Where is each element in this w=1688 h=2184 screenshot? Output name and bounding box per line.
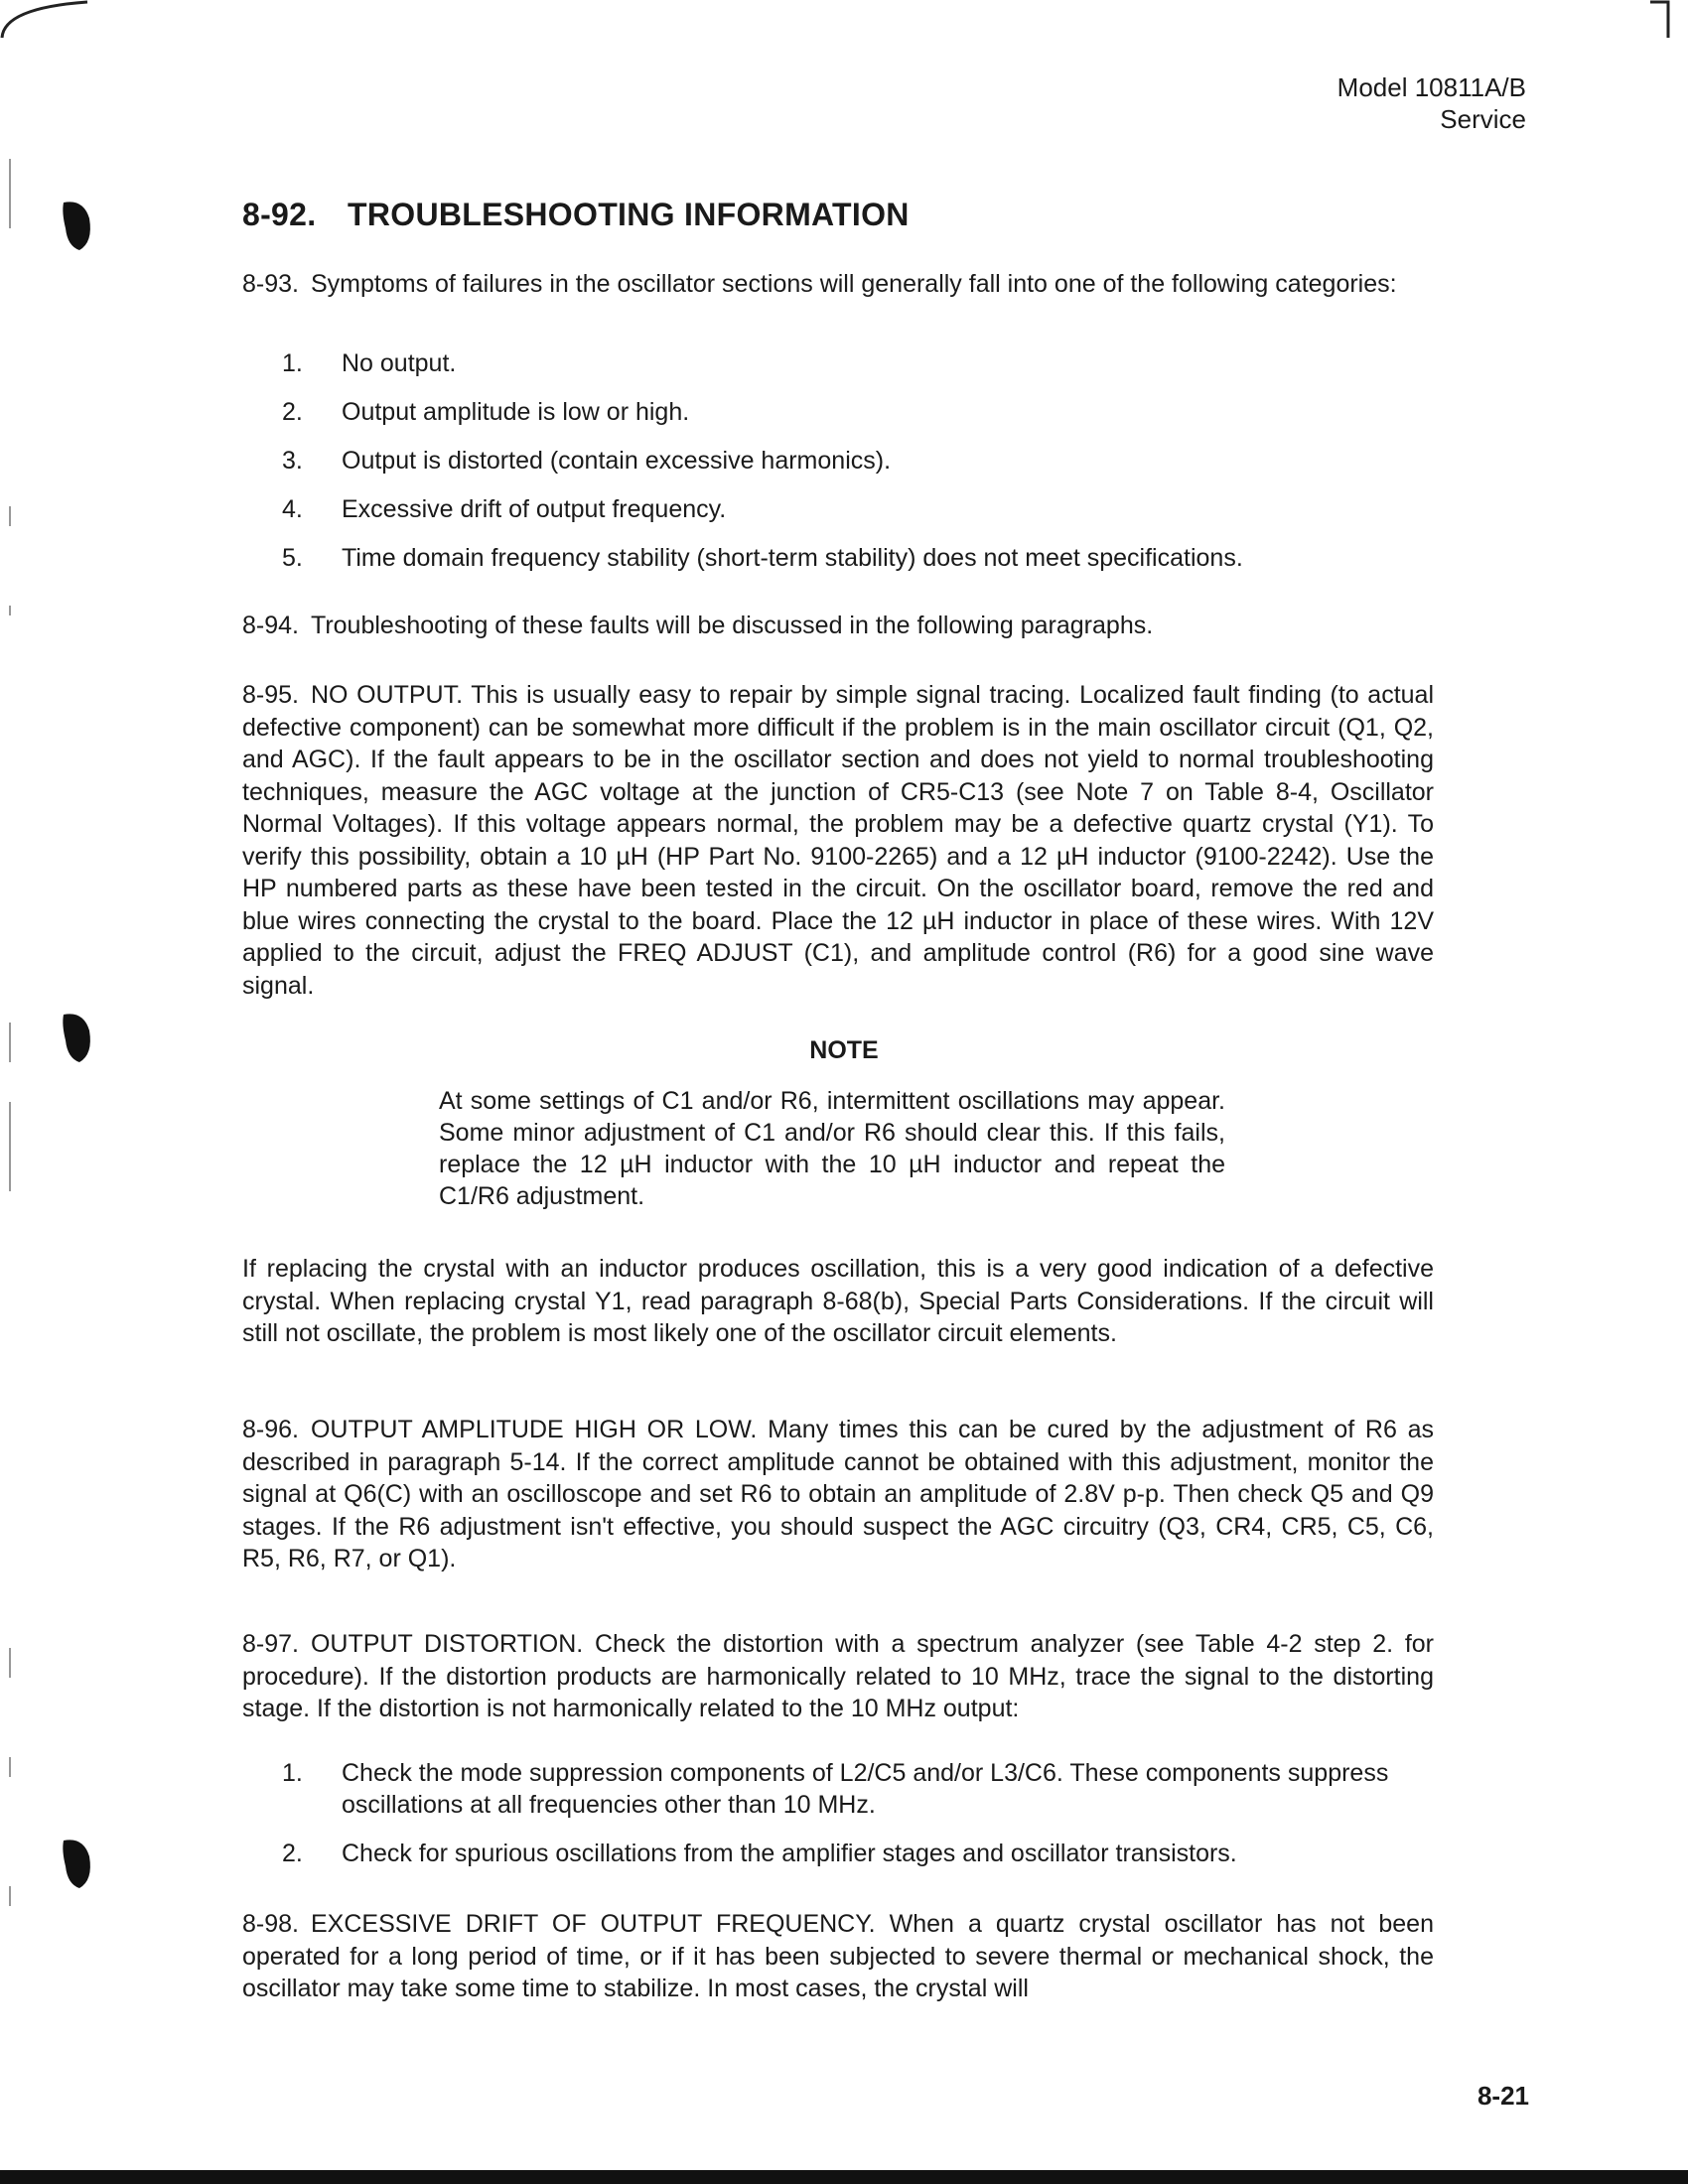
- scan-bottom-edge: [0, 2170, 1688, 2184]
- paragraph-8-95-continued: [242, 1253, 1434, 1350]
- list-text: Excessive drift of output frequency.: [342, 495, 727, 523]
- page-header: [1337, 71, 1526, 135]
- paragraph-number: 8-94.: [242, 612, 299, 639]
- paragraph-8-98: [242, 1908, 1434, 2005]
- section-title: TROUBLESHOOTING INFORMATION: [348, 197, 910, 232]
- list-text: Check the mode suppression components of L2/C5 and/or L3/C6. These components suppress oscillations at all frequencies other than 10 MHz.: [342, 1759, 1389, 1819]
- paragraph-text: OUTPUT AMPLITUDE HIGH OR LOW. Many times this can be cured by the adjustment of R6 as described in paragraph 5-14. If the correct amplitude cannot be obtained with this adjustment, monitor the signal at Q6(C) with an oscilloscope and set R6 to obtain an amplitude of 2.8V p-p. Then check Q5 and Q9 stages. If the R6 adjustment isn't effective, you should suspect the AGC circuitry (Q3, CR4, CR5, C5, C6, R5, R6, R7, or Q1).: [242, 1416, 1434, 1572]
- note-text: At some settings of C1 and/or R6, intermittent oscillations may appear. Some minor adjustment of C1 and/or R6 should clear this. If this fails, replace the 12 µH inductor with the 10 µH inductor and repeat the C1/R6 adjustment.: [439, 1087, 1225, 1210]
- paragraph-number: 8-97.: [242, 1630, 299, 1658]
- model-label: Model 10811A/B: [1336, 72, 1526, 102]
- note-heading: NOTE: [809, 1036, 879, 1064]
- paragraph-8-93: [242, 268, 1434, 301]
- paragraph-number: 8-93.: [242, 270, 299, 298]
- list-number: 5.: [282, 544, 303, 572]
- list-item: [242, 1838, 1434, 1869]
- list-text: No output.: [342, 349, 457, 377]
- binder-hole-icon: [54, 199, 93, 252]
- section-number: 8-92.: [242, 197, 317, 232]
- paragraph-number: 8-96.: [242, 1416, 299, 1443]
- scan-corner-mark: [1648, 0, 1688, 40]
- list-number: 2.: [282, 1840, 303, 1867]
- list-item: [242, 445, 1434, 477]
- paragraph-text: If replacing the crystal with an inductor produces oscillation, this is a very good indication of a defective crystal. When replacing crystal Y1, read paragraph 8-68(b), Special Parts Considerations. If the circuit will still not oscillate, the problem is most likely one of the oscillator circuit elements.: [242, 1255, 1434, 1347]
- paragraph-text: NO OUTPUT. This is usually easy to repair by simple signal tracing. Localized fault finding (to actual defective component) can be somewhat more difficult if the problem is in the main oscillator circuit (Q1, Q2, and AGC). If the fault appears to be in the oscillator section and does not yield to normal troubleshooting techniques, measure the AGC voltage at the junction of CR5-C13 (see Note 7 on Table 8-4, Oscillator Normal Voltages). If this voltage appears normal, the problem may be a defective quartz crystal (Y1). To verify this possibility, obtain a 10 µH (HP Part No. 9100-2265) and a 12 µH inductor (9100-2242). Use the HP numbered parts as these have been tested in the circuit. On the oscillator board, remove the red and blue wires connecting the crystal to the board. Place the 12 µH inductor in place of these wires. With 12V applied to the circuit, adjust the FREQ ADJUST (C1), and amplitude control (R6) for a good sine wave signal.: [242, 681, 1434, 1000]
- symptom-list: [242, 347, 1434, 574]
- list-item: [242, 542, 1434, 574]
- list-text: Output is distorted (contain excessive harmonics).: [342, 447, 892, 475]
- list-number: 3.: [282, 447, 303, 475]
- list-number: 2.: [282, 398, 303, 426]
- paragraph-text: Symptoms of failures in the oscillator sections will generally fall into one of the following categories:: [310, 270, 1397, 298]
- list-text: Time domain frequency stability (short-term stability) does not meet specifications.: [342, 544, 1243, 572]
- list-item: [242, 396, 1434, 428]
- scan-edge-marks: [6, 0, 16, 2184]
- list-item: [242, 347, 1434, 379]
- section-label: Service: [1440, 104, 1526, 134]
- list-text: Check for spurious oscillations from the amplifier stages and oscillator transistors.: [342, 1840, 1237, 1867]
- paragraph-8-96: [242, 1414, 1434, 1575]
- paragraph-8-97: [242, 1628, 1434, 1725]
- distortion-check-list: [242, 1757, 1434, 1869]
- list-number: 1.: [282, 1759, 303, 1787]
- list-text: Output amplitude is low or high.: [342, 398, 690, 426]
- paragraph-number: 8-98.: [242, 1910, 299, 1938]
- paragraph-8-94: [242, 610, 1434, 642]
- list-number: 1.: [282, 349, 303, 377]
- paragraph-text: OUTPUT DISTORTION. Check the distortion with a spectrum analyzer (see Table 4-2 step 2. for procedure). If the distortion products are harmonically related to 10 MHz, trace the signal to the distorting stage. If the distortion is not harmonically related to the 10 MHz output:: [242, 1630, 1434, 1722]
- list-item: [242, 493, 1434, 525]
- paragraph-text: EXCESSIVE DRIFT OF OUTPUT FREQUENCY. When a quartz crystal oscillator has not been operated for a long period of time, or if it has been subjected to severe thermal or mechanical shock, the oscillator may take some time to stabilize. In most cases, the crystal will: [242, 1910, 1434, 2002]
- paragraph-text: Troubleshooting of these faults will be discussed in the following paragraphs.: [310, 612, 1154, 639]
- page-number: 8-21: [1477, 2081, 1529, 2111]
- section-heading: [242, 197, 910, 233]
- list-number: 4.: [282, 495, 303, 523]
- paragraph-number: 8-95.: [242, 681, 299, 709]
- binder-hole-icon: [54, 1837, 93, 1890]
- paragraph-8-95: [242, 679, 1434, 1002]
- list-item: [242, 1757, 1434, 1821]
